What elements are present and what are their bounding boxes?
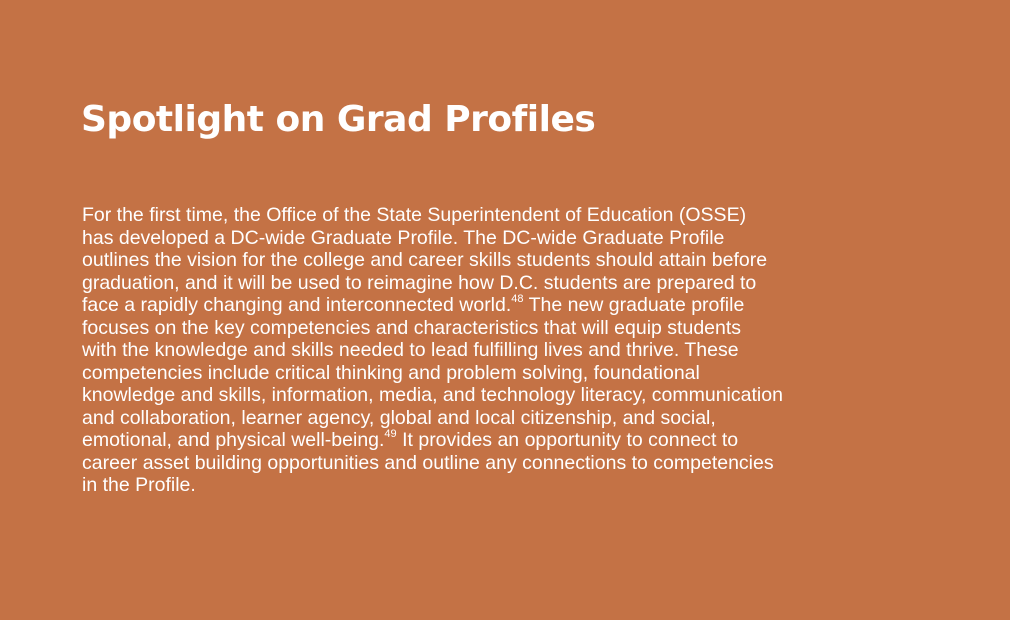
body-paragraph bbox=[82, 204, 942, 497]
body-line: and collaboration, learner agency, global and local citizenship, and social, bbox=[82, 406, 716, 429]
footnote-marker-48: 48 bbox=[511, 292, 524, 305]
body-line: has developed a DC-wide Graduate Profile. The DC-wide Graduate Profile bbox=[82, 226, 725, 249]
body-line: knowledge and skills, information, media, and technology literacy, communication bbox=[82, 384, 783, 406]
body-line: focuses on the key competencies and characteristics that will equip students bbox=[82, 316, 742, 339]
body-line: in the Profile. bbox=[82, 474, 196, 496]
body-line: For the first time, the Office of the State Superintendent of Education (OSSE) bbox=[82, 204, 747, 226]
body-line: career asset building opportunities and outline any connections to competencies bbox=[82, 451, 774, 474]
body-text-segment: The new graduate profile bbox=[523, 294, 745, 316]
body-line: outlines the vision for the college and career skills students should attain before bbox=[82, 249, 768, 271]
body-line bbox=[82, 294, 942, 317]
body-text-segment: face a rapidly changing and interconnected world. bbox=[82, 294, 512, 316]
body-line: competencies include critical thinking and problem solving, foundational bbox=[82, 361, 700, 384]
body-line bbox=[82, 429, 942, 452]
body-text-segment: It provides an opportunity to connect to bbox=[396, 429, 739, 451]
body-text-segment: emotional, and physical well-being. bbox=[82, 429, 385, 451]
page-title: Spotlight on Grad Profiles bbox=[81, 99, 596, 140]
footnote-marker-49: 49 bbox=[384, 427, 397, 440]
body-line: with the knowledge and skills needed to lead fulfilling lives and thrive. These bbox=[82, 339, 739, 361]
body-line: graduation, and it will be used to reimagine how D.C. students are prepared to bbox=[82, 271, 757, 294]
